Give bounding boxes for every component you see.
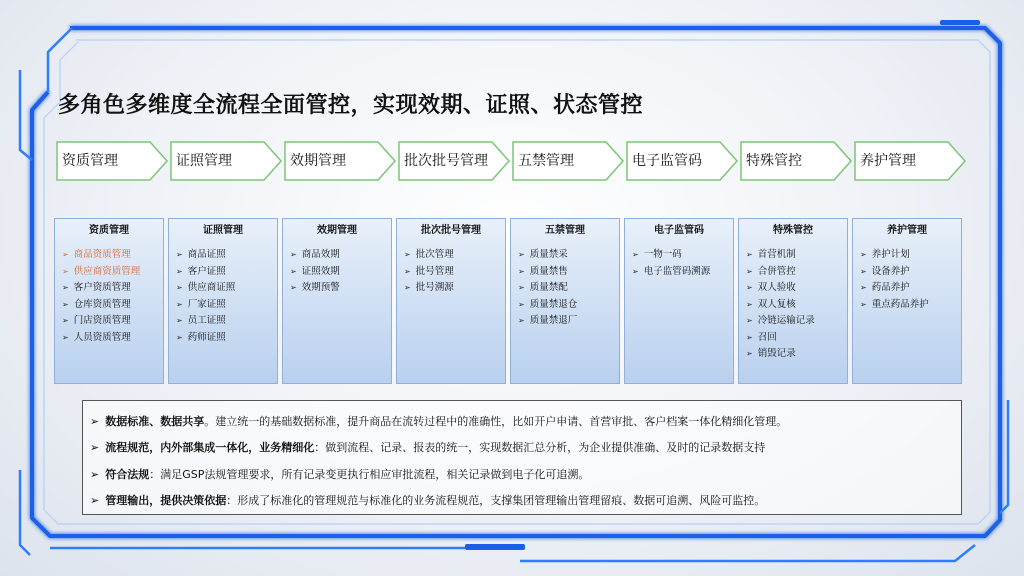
list-item-label: 冷链运输记录 — [757, 315, 815, 326]
chevron-right-icon: ➢ — [290, 283, 297, 292]
list-item-label: 电子监管码溯源 — [643, 265, 711, 277]
chevron-right-icon: ➢ — [62, 283, 69, 292]
chevron-right-icon: ➢ — [176, 283, 183, 292]
list-item-label: 商品效期 — [301, 249, 340, 260]
list-item — [860, 264, 961, 281]
list-item-label: 批次管理 — [415, 249, 454, 260]
flow-step-label: 资质管理 — [62, 153, 118, 169]
list-item — [62, 280, 163, 297]
card-title: 批次批号管理 — [421, 225, 481, 236]
card-maintenance — [852, 218, 962, 384]
chevron-right-icon: ➢ — [518, 266, 525, 276]
list-item-label: 药师证照 — [187, 331, 226, 343]
chevron-right-icon: ➢ — [62, 316, 69, 325]
card-title: 电子监管码 — [654, 225, 704, 236]
card-special — [738, 218, 848, 384]
list-item — [746, 264, 847, 281]
chevron-right-icon: ➢ — [746, 349, 753, 358]
chevron-right-icon: ➢ — [860, 250, 867, 259]
list-item — [518, 264, 619, 281]
card-batch — [396, 218, 506, 384]
chevron-right-icon: ➢ — [290, 250, 297, 259]
chevron-right-icon: ➢ — [518, 250, 525, 259]
card-qualification — [54, 218, 164, 384]
list-item — [62, 264, 163, 281]
chevron-right-icon: ➢ — [176, 266, 183, 276]
list-item — [518, 297, 619, 314]
list-item-label: 质量禁退仓 — [529, 298, 578, 310]
list-item-label: 召回 — [757, 331, 777, 343]
list-item — [176, 313, 277, 330]
flow-step-special — [740, 141, 854, 181]
note-text: 。建立统一的基础数据标准，提升商品在流转过程中的准确性，比如开户申请、首营审批、客户档案一体化精细化管理。 — [204, 415, 788, 428]
note-bold: 符合法规 — [105, 468, 150, 481]
flow-step-maintenance — [854, 141, 968, 181]
list-item-label: 门店资质管理 — [73, 315, 131, 326]
card-list — [511, 247, 619, 330]
list-item-label: 设备养护 — [871, 265, 910, 277]
list-item — [632, 264, 733, 281]
list-item-label: 销毁记录 — [757, 348, 796, 359]
note-item — [90, 413, 787, 429]
process-flow — [56, 141, 962, 181]
chevron-right-icon: ➢ — [404, 283, 411, 292]
list-item-label: 重点药品养护 — [871, 298, 929, 310]
chevron-right-icon: ➢ — [176, 299, 183, 309]
list-item-label: 批号管理 — [415, 265, 454, 277]
note-bold: 管理输出，提供决策依据 — [105, 494, 227, 507]
list-item — [746, 313, 847, 330]
list-item — [746, 247, 847, 264]
chevron-right-icon: ➢ — [62, 266, 69, 276]
list-item — [746, 280, 847, 297]
chevron-right-icon: ➢ — [746, 316, 753, 325]
list-item — [860, 280, 961, 297]
list-item-label: 员工证照 — [187, 315, 226, 326]
chevron-right-icon: ➢ — [176, 332, 183, 342]
chevron-right-icon: ➢ — [746, 299, 753, 309]
list-item — [746, 346, 847, 363]
list-item — [176, 330, 277, 347]
card-expiry — [282, 218, 392, 384]
chevron-right-icon: ➢ — [62, 250, 69, 259]
list-item — [62, 313, 163, 330]
note-item — [90, 492, 765, 508]
list-item-label: 商品证照 — [187, 249, 226, 260]
note-text: ：满足GSP法规管理要求，所有记录变更执行相应审批流程，相关记录做到电子化可追溯。 — [149, 468, 590, 481]
list-item-label: 质量禁退厂 — [529, 315, 578, 326]
list-item — [176, 280, 277, 297]
card-title: 养护管理 — [887, 225, 927, 236]
flow-step-label: 批次批号管理 — [404, 153, 488, 169]
card-list — [283, 247, 391, 297]
list-item — [860, 247, 961, 264]
chevron-right-icon: ➢ — [518, 283, 525, 292]
chevron-right-icon: ➢ — [62, 299, 69, 309]
list-item-label: 商品资质管理 — [73, 249, 131, 260]
list-item — [290, 264, 391, 281]
flow-step-label: 电子监管码 — [632, 153, 702, 169]
list-item-label: 人员资质管理 — [73, 331, 131, 343]
card-list — [739, 247, 847, 363]
list-item-label: 一物一码 — [643, 249, 682, 260]
chevron-right-icon: ➢ — [176, 250, 183, 259]
list-item-label: 养护计划 — [871, 249, 910, 260]
list-item-label: 供应商资质管理 — [73, 265, 141, 277]
arrow-bullet-icon: ➢ — [90, 415, 100, 428]
chevron-right-icon: ➢ — [746, 250, 753, 259]
flow-step-e-code — [626, 141, 740, 181]
chevron-right-icon: ➢ — [176, 316, 183, 325]
arrow-bullet-icon: ➢ — [90, 441, 100, 454]
flow-step-label: 养护管理 — [860, 153, 916, 169]
list-item — [176, 264, 277, 281]
chevron-right-icon: ➢ — [290, 266, 297, 276]
card-list — [853, 247, 961, 313]
page-title: 多角色多维度全流程全面管控，实现效期、证照、状态管控 — [58, 93, 644, 118]
arrow-bullet-icon: ➢ — [90, 494, 100, 507]
flow-step-batch — [398, 141, 512, 181]
list-item — [632, 247, 733, 264]
list-item — [62, 330, 163, 347]
card-list — [55, 247, 163, 346]
list-item — [746, 297, 847, 314]
flow-step-qualification — [56, 141, 170, 181]
list-item-label: 客户证照 — [187, 265, 226, 277]
chevron-right-icon: ➢ — [860, 266, 867, 276]
note-text: ：形成了标准化的管理规范与标准化的业务流程规范，支撑集团管理输出管理留痕、数据可追溯、风险可监控。 — [226, 494, 766, 507]
note-item — [90, 439, 765, 455]
list-item — [746, 330, 847, 347]
list-item-label: 质量禁采 — [529, 249, 568, 260]
note-bold: 流程规范，内外部集成一体化，业务精细化 — [105, 441, 315, 454]
flow-step-license — [170, 141, 284, 181]
list-item-label: 批号溯源 — [415, 282, 454, 293]
note-text: ：做到流程、记录、报表的统一，实现数据汇总分析，为企业提供准确、及时的记录数据支持 — [314, 441, 766, 454]
chevron-right-icon: ➢ — [62, 332, 69, 342]
list-item — [290, 280, 391, 297]
summary-notes — [82, 400, 962, 515]
card-list — [397, 247, 505, 297]
list-item-label: 客户资质管理 — [73, 282, 131, 293]
list-item-label: 证照效期 — [301, 265, 340, 277]
chevron-right-icon: ➢ — [860, 283, 867, 292]
card-list — [169, 247, 277, 346]
chevron-right-icon: ➢ — [518, 316, 525, 325]
chevron-right-icon: ➢ — [404, 266, 411, 276]
chevron-right-icon: ➢ — [404, 250, 411, 259]
list-item-label: 质量禁售 — [529, 265, 568, 277]
flow-step-label: 效期管理 — [290, 153, 346, 169]
list-item — [518, 313, 619, 330]
list-item-label: 质量禁配 — [529, 282, 568, 293]
chevron-right-icon: ➢ — [518, 299, 525, 309]
chevron-right-icon: ➢ — [746, 266, 753, 276]
list-item — [404, 264, 505, 281]
list-item-label: 供应商证照 — [187, 282, 236, 293]
chevron-right-icon: ➢ — [632, 266, 639, 276]
note-item — [90, 466, 589, 482]
note-bold: 数据标准、数据共享 — [105, 415, 205, 428]
card-title: 证照管理 — [203, 225, 243, 236]
list-item-label: 双人验收 — [757, 282, 796, 293]
list-item-label: 合併管控 — [757, 265, 796, 277]
card-e-code — [624, 218, 734, 384]
list-item — [404, 280, 505, 297]
flow-step-label: 特殊管控 — [746, 153, 802, 169]
chevron-right-icon: ➢ — [746, 332, 753, 342]
card-title: 资质管理 — [89, 225, 129, 236]
list-item-label: 厂家证照 — [187, 298, 226, 310]
chevron-right-icon: ➢ — [860, 299, 867, 309]
list-item — [62, 247, 163, 264]
flow-step-expiry — [284, 141, 398, 181]
card-title: 五禁管理 — [545, 225, 585, 236]
flow-step-label: 五禁管理 — [518, 153, 574, 169]
list-item — [860, 297, 961, 314]
flow-step-five-bans — [512, 141, 626, 181]
card-title: 效期管理 — [317, 225, 357, 236]
list-item-label: 仓库资质管理 — [73, 298, 131, 310]
card-title: 特殊管控 — [773, 225, 813, 236]
detail-cards — [54, 218, 964, 384]
card-five-bans — [510, 218, 620, 384]
list-item — [518, 280, 619, 297]
list-item — [62, 297, 163, 314]
card-list — [625, 247, 733, 280]
card-license — [168, 218, 278, 384]
list-item — [404, 247, 505, 264]
list-item-label: 双人复核 — [757, 298, 796, 310]
list-item-label: 药品养护 — [871, 282, 910, 293]
list-item-label: 首营机制 — [757, 249, 796, 260]
list-item-label: 效期预警 — [301, 282, 340, 293]
list-item — [176, 247, 277, 264]
list-item — [176, 297, 277, 314]
list-item — [518, 247, 619, 264]
flow-step-label: 证照管理 — [176, 153, 232, 169]
chevron-right-icon: ➢ — [632, 250, 639, 259]
list-item — [290, 247, 391, 264]
chevron-right-icon: ➢ — [746, 283, 753, 292]
arrow-bullet-icon: ➢ — [90, 468, 100, 481]
